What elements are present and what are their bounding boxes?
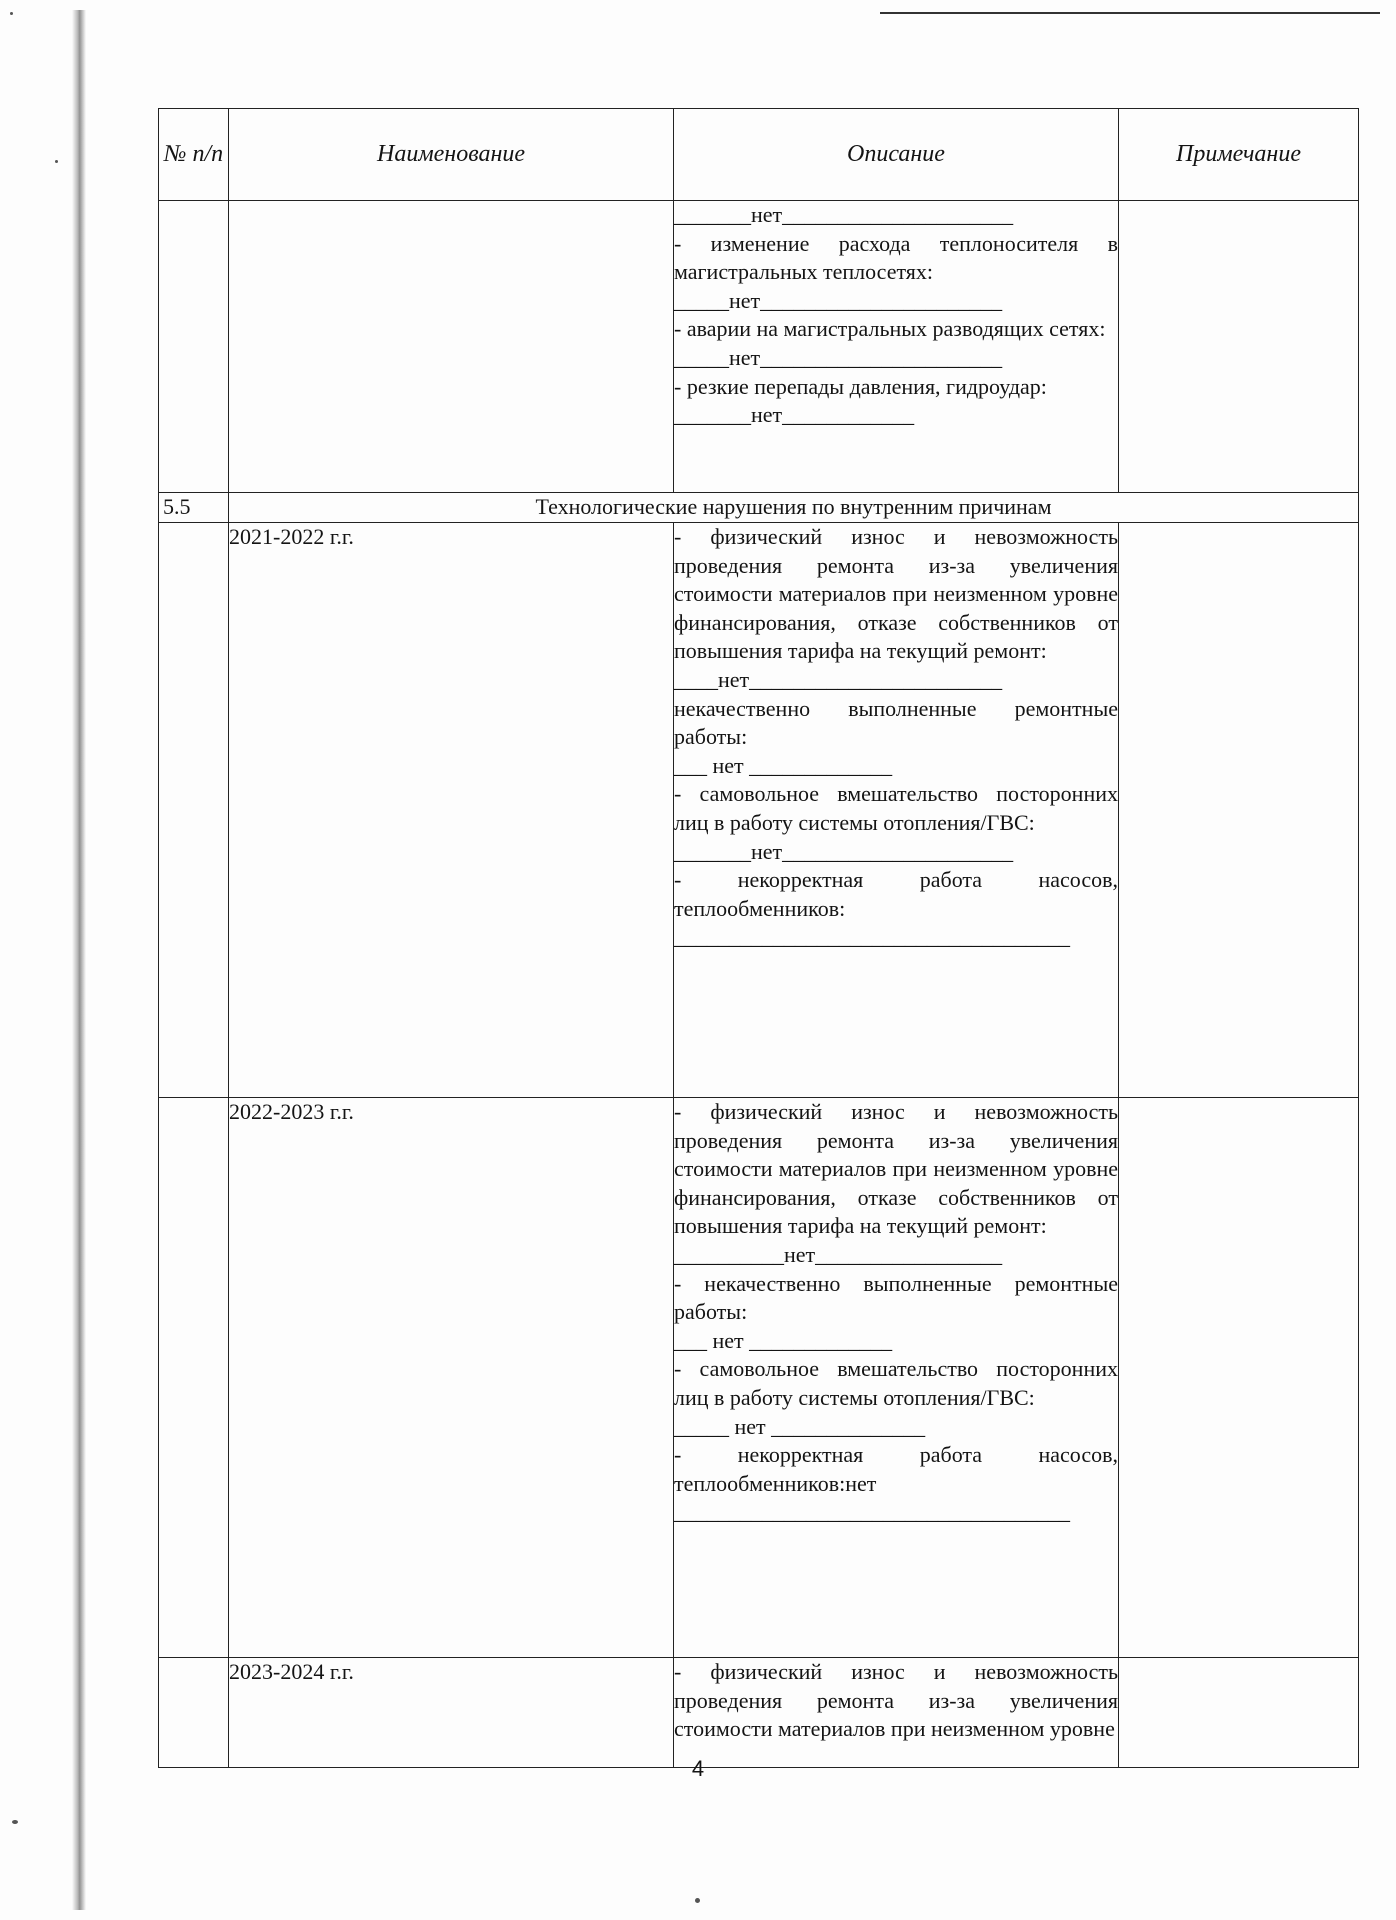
period-label: 2023-2024 г.г. [229, 1658, 674, 1768]
text-line: - некачественно выполненные ремонтные работы: [674, 1270, 1118, 1325]
text-line: __________нет_________________ [674, 1241, 1003, 1267]
scan-speck [695, 1898, 700, 1903]
text-line: _____ нет ______________ [674, 1413, 926, 1439]
period-description [674, 1098, 1119, 1658]
text-line: - аварии на магистральных разводящих сетях: [674, 316, 1106, 342]
scan-top-line [880, 12, 1380, 14]
table-row [159, 1658, 1359, 1768]
text-line: _____нет______________________ [674, 344, 1003, 370]
table-header-row [159, 109, 1359, 201]
continued-description [674, 201, 1119, 493]
text-line: - некорректная работа насосов, теплообменников: [674, 867, 1118, 921]
scan-edge-shadow [72, 10, 86, 1910]
scan-speck [12, 1820, 18, 1824]
text-line: _______нет_____________________ [674, 202, 1014, 227]
text-line: - самовольное вмешательство посторонних лиц в работу системы отопления/ГВС: [674, 781, 1118, 835]
text-line: - изменение расхода теплоносителя в магистральных теплосетях: [674, 230, 1118, 285]
text-line: _______нет_____________________ [674, 838, 1014, 864]
section-row [159, 493, 1359, 523]
scan-speck [55, 160, 58, 163]
report-table [158, 108, 1359, 1768]
text-line: - самовольное вмешательство посторонних лиц в работу системы отопления/ГВС: [674, 1356, 1118, 1410]
table-row [159, 523, 1359, 1098]
text-line: - некорректная работа насосов, теплообменников:нет [674, 1442, 1118, 1496]
text-line: _____нет______________________ [674, 287, 1003, 313]
period-label: 2021-2022 г.г. [229, 523, 674, 1098]
period-description [674, 523, 1119, 1098]
table-row-continued [159, 201, 1359, 493]
text-line: - резкие перепады давления, гидроудар: [674, 373, 1047, 399]
text-line: - физический износ и невозможность проведения ремонта из-за увеличения стоимости материалов при неизменном уровне [674, 1659, 1118, 1742]
text-line: - физический износ и невозможность проведения ремонта из-за увеличения стоимости материалов при неизменном уровне финансирования, отказе собственников от повышения тарифа на текущий ремонт: [674, 1099, 1118, 1239]
period-label: 2022-2023 г.г. [229, 1098, 674, 1658]
period-description [674, 1658, 1119, 1768]
text-line: - физический износ и невозможность проведения ремонта из-за увеличения стоимости материалов при неизменном уровне финансирования, отказе собственников от повышения тарифа на текущий ремонт: [674, 524, 1118, 664]
text-line: ____________________________________ [674, 924, 1070, 950]
text-line: ___ нет _____________ [674, 1327, 893, 1353]
header-note: Примечание [1119, 109, 1359, 201]
text-line: ____нет_______________________ [674, 666, 1003, 692]
text-line: _______нет____________ [674, 402, 915, 428]
header-num: № п/п [159, 109, 229, 201]
section-number: 5.5 [159, 493, 229, 523]
scan-speck [10, 12, 13, 15]
section-title: Технологические нарушения по внутренним причинам [229, 493, 1359, 523]
header-name: Наименование [229, 109, 674, 201]
table-row [159, 1098, 1359, 1658]
text-line: некачественно выполненные ремонтные работы: [674, 695, 1118, 750]
header-description: Описание [674, 109, 1119, 201]
page-number: 4 [691, 1756, 705, 1781]
text-line: ___ нет _____________ [674, 752, 893, 778]
text-line: ____________________________________ [674, 1499, 1070, 1525]
